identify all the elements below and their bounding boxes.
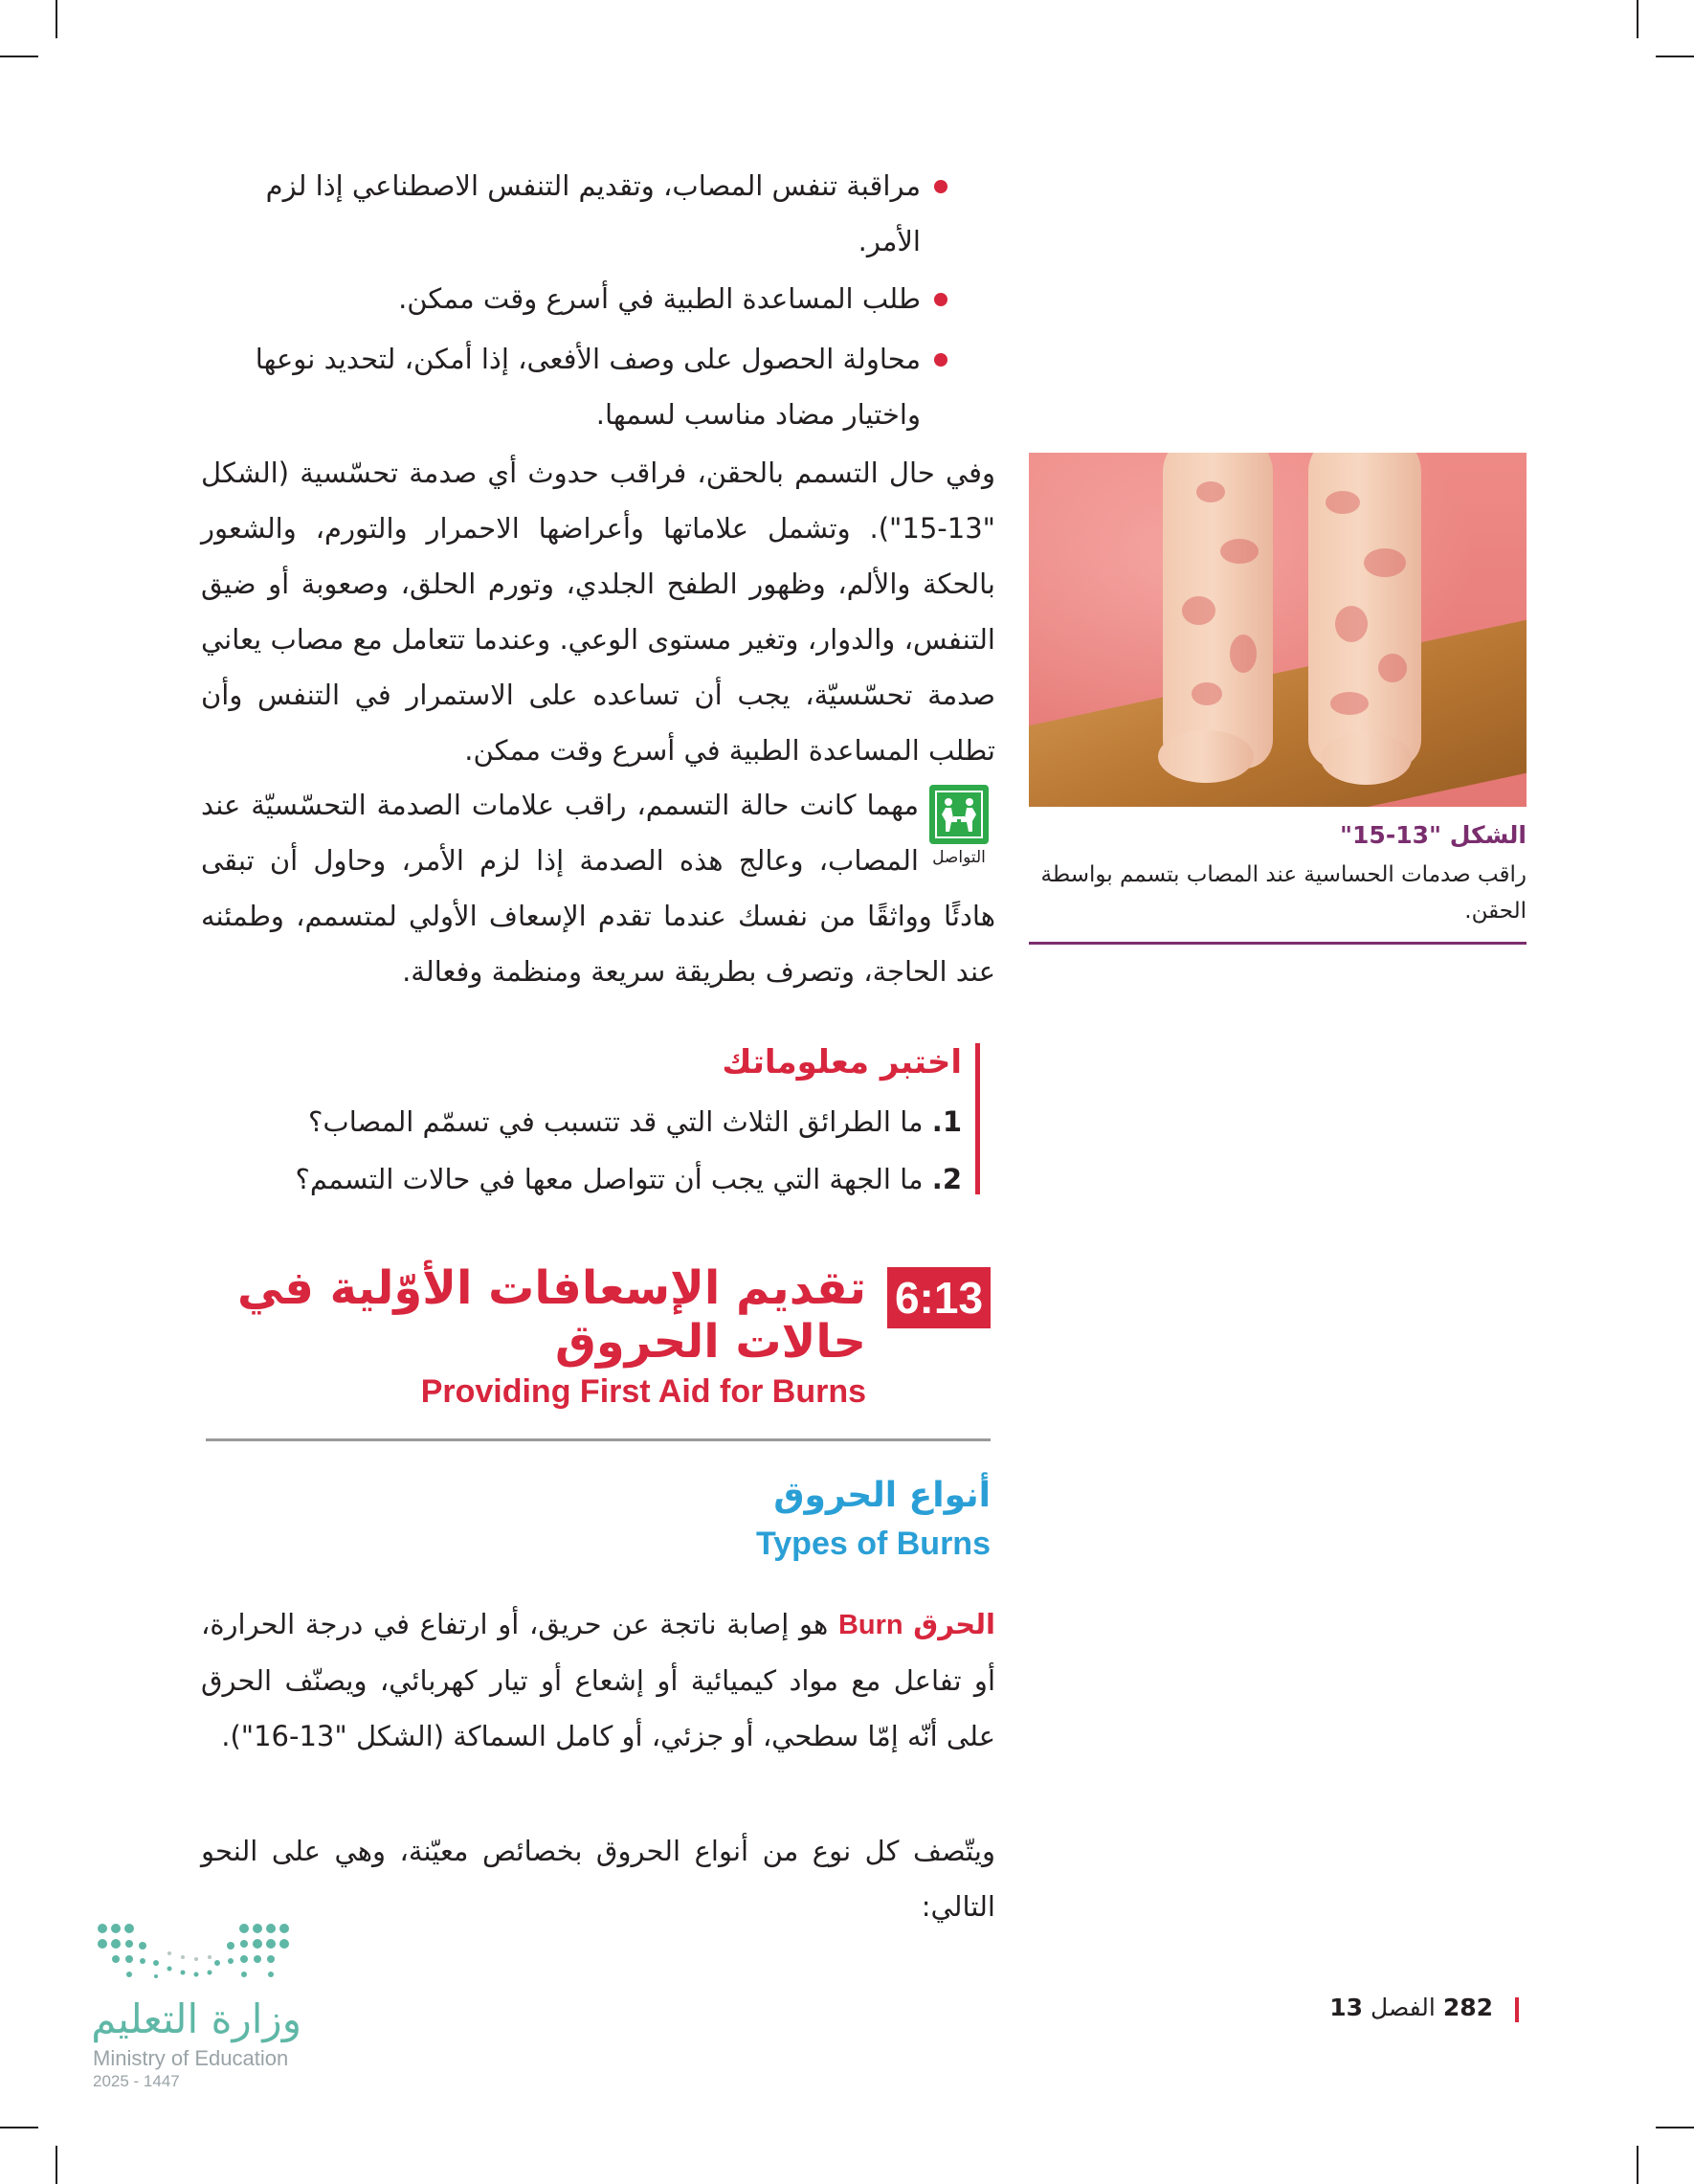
paragraph-burn-definition [201,1596,995,1764]
paragraph-injection: وفي حال التسمم بالحقن، فراقب حدوث أي صدمة تحسّسية (الشكل "13-15"). وتشمل علاماتها وأعراضها الاحمرار والتورم، والشعور بالحكة والألم، وظهور الطفح الجلدي، وتورم الحلق، وصعوبة أو ضيق التنفس، والدوار، وتغير مستوى الوعي. وعندما تتعامل مع مصاب يعاني صدمة تحسّسيّة، يجب أن تساعده على الاستمرار في التنفس وأن تطلب المساعدة الطبية في أسرع وقت ممكن. [201,457,995,767]
quiz-accent-bar [975,1043,980,1194]
quiz-question [287,1105,962,1138]
bullet-line: الأمر. [858,225,921,257]
term-ar: الحرق [913,1608,995,1640]
crop-mark [56,2146,57,2184]
rash-spot [1192,682,1222,705]
ministry-name-en: Ministry of Education [93,2046,289,2070]
figure-title: الشكل "13-15" [1340,821,1527,849]
communication-label: التواصل [932,848,986,867]
page-number: 282 [1442,1994,1493,2021]
term-en: Burn [837,1610,903,1640]
bullet-line: واختيار مضاد مناسب لسمها. [595,398,921,431]
paragraph-burn-text: هو إصابة ناتجة عن حريق، أو ارتفاع في درجة الحرارة، أو تفاعل مع مواد كيميائية أو إشعاع أو تيار كهربائي، ويصنّف الحرق على أنّه إمّا سطحي، أو جزئي، أو كامل السماكة (الشكل "13-16"). [201,1608,995,1752]
folio-accent-bar [1515,1997,1519,2022]
subsection-title-en: Types of Burns [756,1526,991,1562]
crop-mark [0,2127,38,2128]
bullet-line: مراقبة تنفس المصاب، وتقديم التنفس الاصطناعي إذا لزم [265,169,921,202]
bullet-item [191,271,947,326]
figure-photo [1029,453,1527,807]
bullet-dot [934,180,947,193]
left-foot [1158,730,1254,783]
quiz-question [287,1163,962,1195]
crop-mark [1637,0,1638,38]
paragraph-communication-text: مهما كانت حالة التسمم، راقب علامات الصدمة التحسّسيّة عند المصاب، وعالج هذه الصدمة إذا لزم الأمر، وحاول أن تبقى هادئًا وواثقًا من نفسك عندما تقدم الإسعاف الأولي لمتسمم، وطمئنه عند الحاجة، وتصرف بطريقة سريعة ومنظمة وفعالة. [201,789,995,988]
section-title-en: Providing First Aid for Burns [420,1373,866,1410]
bullet-line: محاولة الحصول على وصف الأفعى، إذا أمكن، لتحديد نوعها [255,343,921,375]
comm-spacer [919,777,995,882]
rash-spot [1326,491,1360,514]
quiz-question-text: ما الطرائق الثلاث التي قد تتسبب في تسمّم المصاب؟ [308,1105,924,1138]
quiz-title: اختبر معلوماتك [722,1043,962,1081]
ministry-name-ar: وزارة التعليم [91,1995,301,2042]
bullet-line: طلب المساعدة الطبية في أسرع وقت ممكن. [398,282,921,315]
rash-spot [1230,635,1257,673]
rash-spot [1220,539,1259,564]
quiz-question-number: 2. [931,1163,962,1195]
bullet-dot [934,293,947,306]
rash-spot [1196,481,1225,502]
chapter-label: الفصل [1371,1994,1436,2021]
page-folio [1292,1994,1493,2021]
ministry-logo-icon [91,1919,301,1986]
caption-divider [1029,942,1527,945]
crop-mark [56,0,57,38]
rash-spot [1335,606,1368,642]
paragraph-burn-types: ويتّصف كل نوع من أنواع الحروق بخصائص معيّنة، وهي على النحو التالي: [201,1835,995,1923]
quiz-question-text: ما الجهة التي يجب أن تتواصل معها في حالات التسمم؟ [295,1163,924,1195]
subsection-title-ar: أنواع الحروق [773,1476,991,1515]
rash-spot [1364,548,1406,577]
rash-spot [1378,654,1407,682]
crop-mark [1656,2127,1694,2128]
bullet-item [191,158,947,269]
crop-mark [1637,2146,1638,2184]
bullet-dot [934,353,947,367]
figure-caption: راقب صدمات الحساسية عند المصاب بتسمم بواسطة الحقن. [1040,862,1527,924]
rash-spot [1330,692,1369,715]
crop-mark [0,56,38,57]
chapter-number: 13 [1329,1994,1364,2021]
bullet-item [191,331,947,442]
ministry-year: 2025 - 1447 [93,2072,180,2090]
quiz-question-number: 1. [931,1105,962,1138]
paragraph-communication [201,777,995,999]
section-divider [206,1438,991,1441]
section-title-ar: تقديم الإسعافات الأوّلية في حالات الحروق [236,1261,866,1369]
right-foot [1321,732,1412,785]
crop-mark [1656,56,1694,57]
rash-spot [1182,596,1215,625]
section-number: 6:13 [887,1267,991,1328]
